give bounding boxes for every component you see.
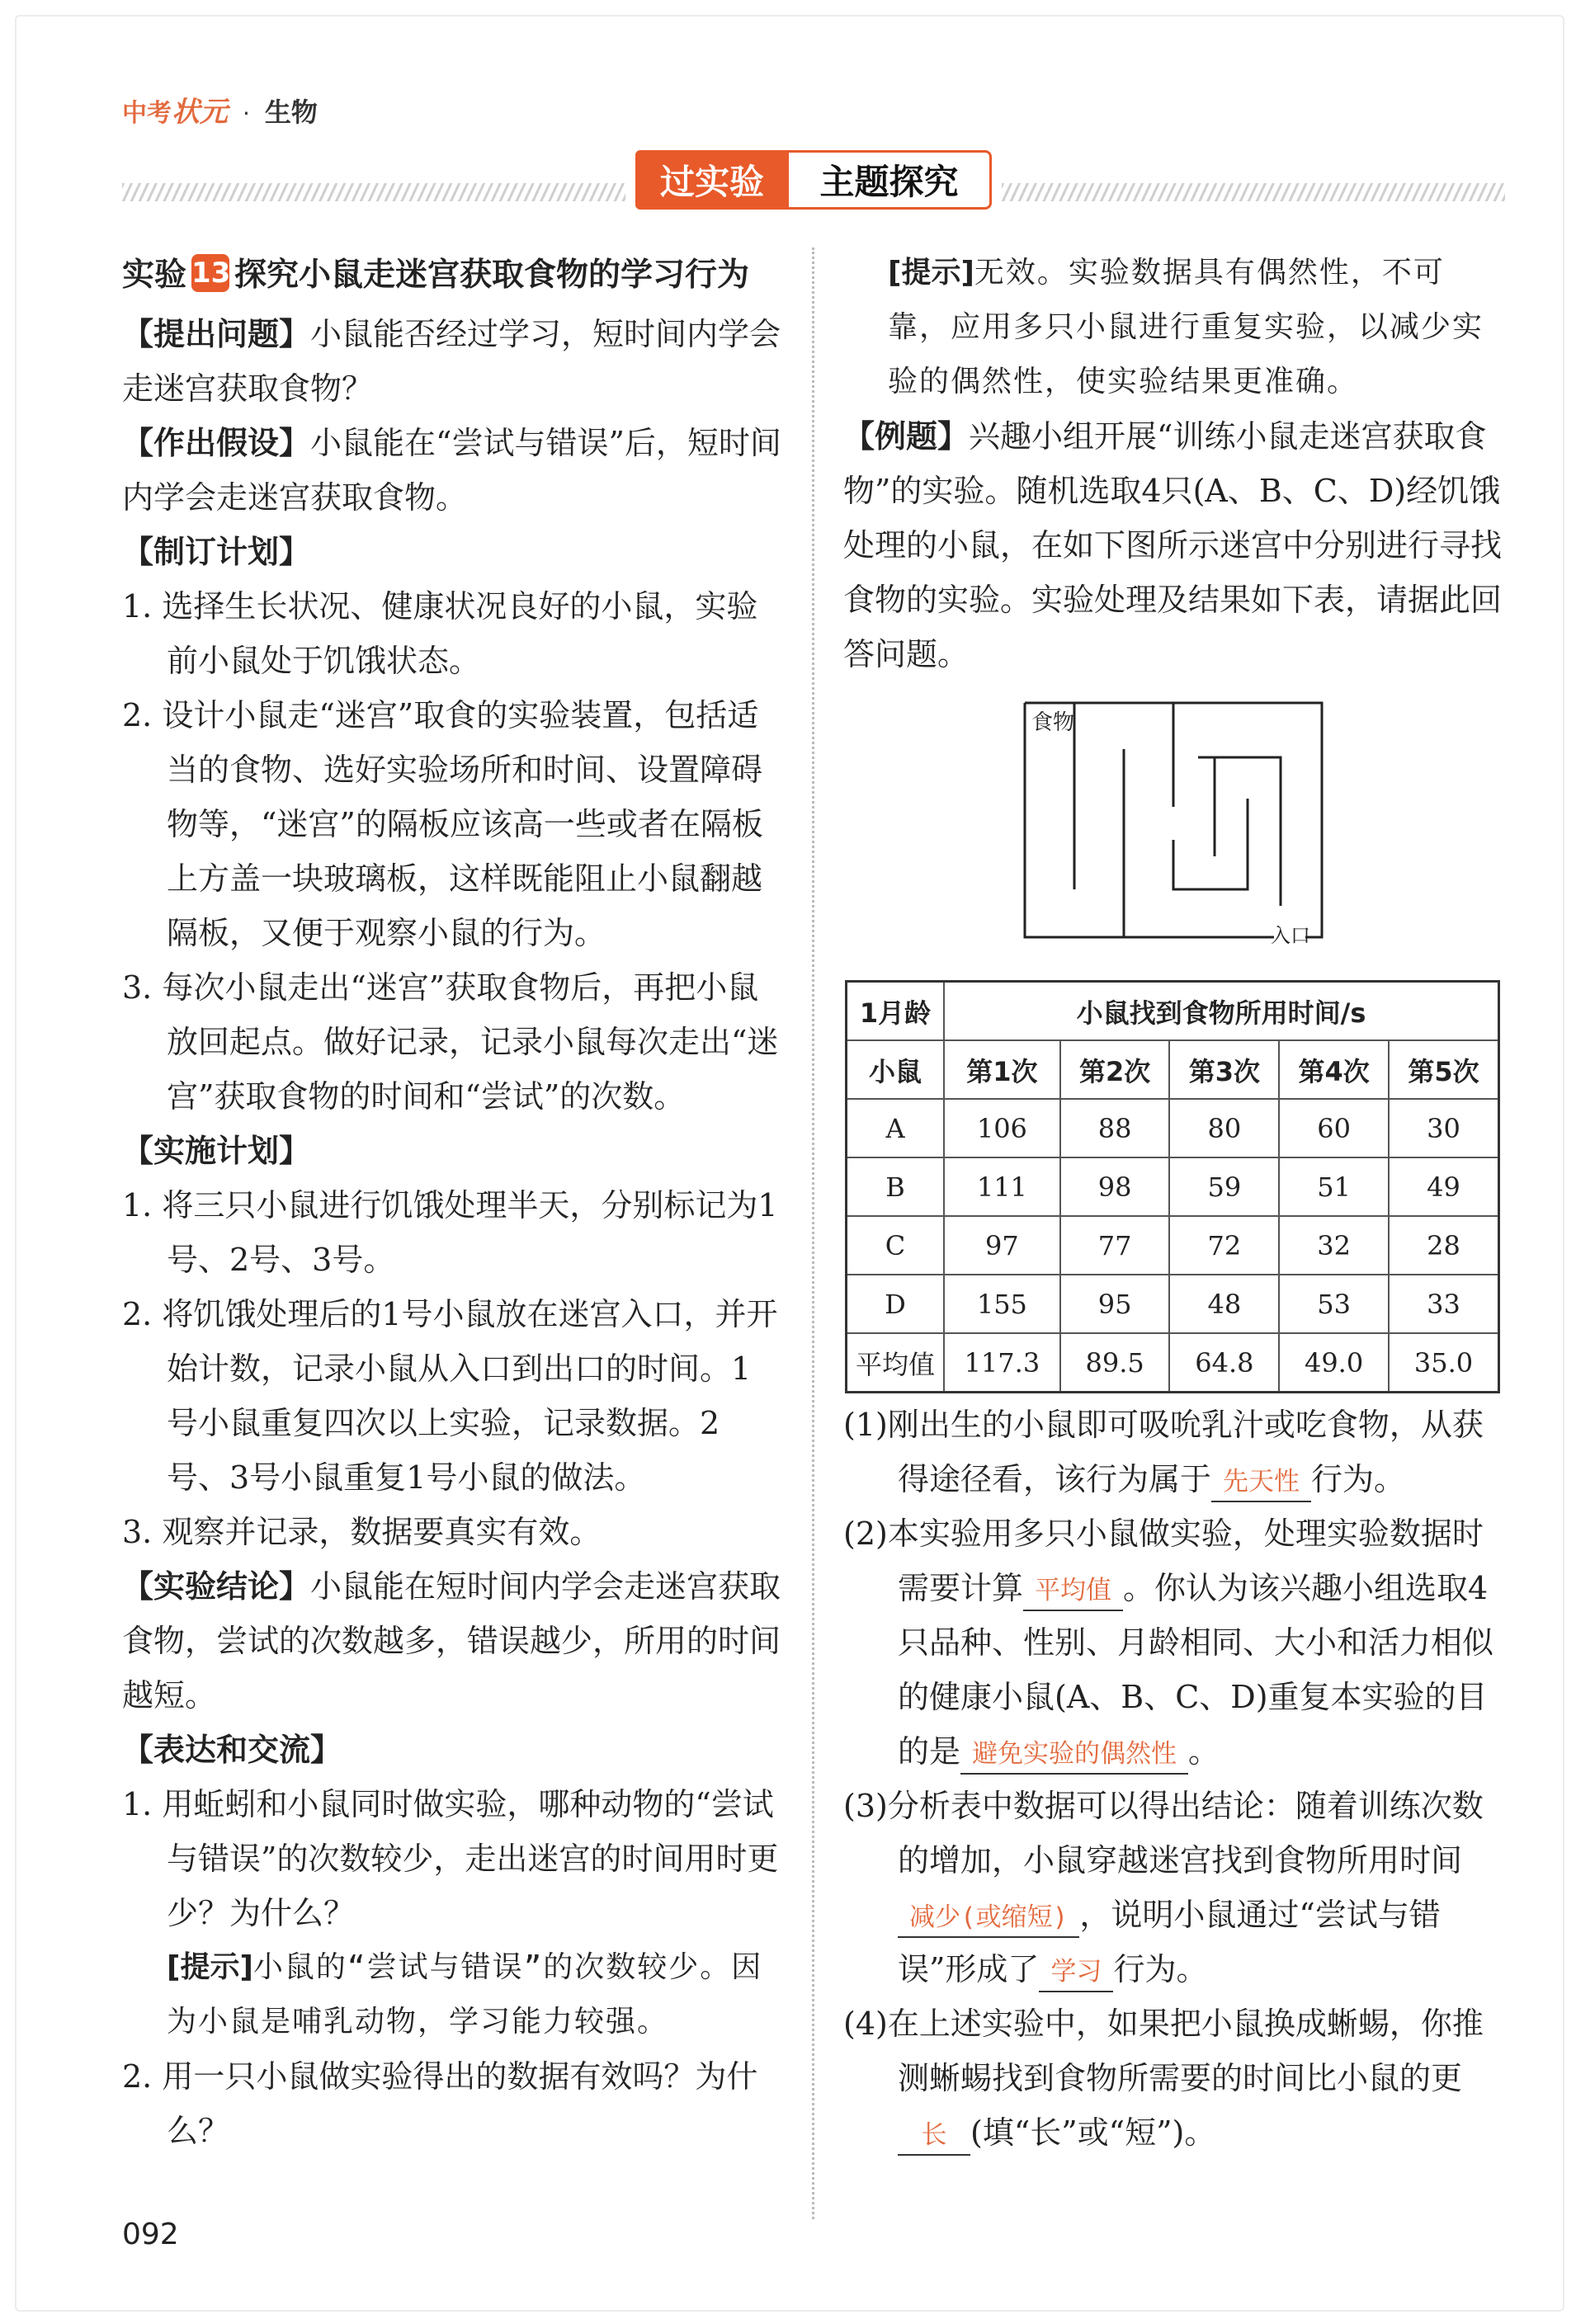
- questions-block: [843, 1398, 1503, 2160]
- table-cell: 80: [1169, 1099, 1279, 1157]
- experiment-title: 实验 13 探究小鼠走迷宫获取食物的学习行为: [122, 246, 782, 305]
- table-cell: 59: [1169, 1157, 1279, 1216]
- implement-item: 2. 将饥饿处理后的1号小鼠放在迷宫入口，并开始计数，记录小鼠从入口到出口的时间。1号小鼠重复四次以上实验，记录数据。2号、3号小鼠重复1号小鼠的做法。: [122, 1296, 778, 1496]
- table-col-header: 第2次: [1060, 1040, 1170, 1099]
- question-1: (1)刚出生的小鼠即可吸吮乳汁或吃食物，从获得途径看，该行为属于 先天性 行为。: [843, 1398, 1503, 1506]
- banner-hatch-right: [1002, 183, 1505, 201]
- question-4: (4)在上述实验中，如果把小鼠换成蜥蜴，你推测蜥蜴找到食物所需要的时间比小鼠的更长 (填“长”或“短”)。: [843, 1996, 1503, 2160]
- implement-item: 3. 观察并记录，数据要真实有效。: [122, 1514, 602, 1550]
- table-title: 小鼠找到食物所用时间/s: [944, 982, 1499, 1041]
- example-paragraph: 【例题】兴趣小组开展“训练小鼠走迷宫获取食物”的实验。随机选取4只(A、B、C、D)经饥饿处理的小鼠，在如下图所示迷宫中分别进行寻找食物的实验。实验处理及结果如下表，请据此回答问题。: [843, 418, 1503, 672]
- maze-walls: [1025, 703, 1322, 937]
- table-col-header: 第5次: [1389, 1040, 1499, 1099]
- plan-item: 1. 选择生长状况、健康状况良好的小鼠，实验前小鼠处于饥饿状态。: [122, 588, 758, 679]
- table-cell: 64.8: [1169, 1333, 1279, 1393]
- table-row: [847, 1099, 1499, 1157]
- row-label: D: [847, 1275, 945, 1333]
- exchange-hint: [提示]无效。实验数据具有偶然性，不可靠，应用多只小鼠进行重复实验，以减少实验的偶然性，使实验结果更准确。: [888, 256, 1484, 398]
- exchange-item: 1. 用蚯蚓和小鼠同时做实验，哪种动物的“尝试与错误”的次数较少，走出迷宫的时间用时更少？为什么？: [122, 1786, 779, 1931]
- maze-wall: [1173, 799, 1248, 889]
- table-cell: 77: [1060, 1216, 1170, 1275]
- answer-blank[interactable]: 避免实验的偶然性: [960, 1735, 1188, 1775]
- table-col-header: 第4次: [1279, 1040, 1389, 1099]
- maze-wall: [1198, 757, 1215, 856]
- table-cell: 49.0: [1279, 1333, 1389, 1393]
- row-label: A: [847, 1099, 945, 1157]
- plan-item: 2. 设计小鼠走“迷宫”取食的实验装置，包括适当的食物、选好实验场所和时间、设置障碍物等，“迷宫”的隔板应该高一些或者在隔板上方盖一块玻璃板，这样既能阻止小鼠翻越隔板，又便于观察小鼠的行为。: [122, 697, 763, 951]
- maze-outer-wall-left: [1025, 703, 1274, 937]
- table-cell: 106: [944, 1099, 1060, 1157]
- implement-heading: 【实施计划】: [122, 1133, 311, 1169]
- row-label: B: [847, 1157, 945, 1216]
- table-cell: 89.5: [1060, 1333, 1170, 1393]
- answer-blank[interactable]: 减少(或缩短): [898, 1898, 1079, 1938]
- table-cell: 48: [1169, 1275, 1279, 1333]
- table-cell: 88: [1060, 1099, 1170, 1157]
- maze-food-label: 食物: [1031, 710, 1075, 735]
- table-cell: 111: [944, 1157, 1060, 1216]
- table-corner-bottom: 小鼠: [847, 1040, 945, 1099]
- table-cell: 49: [1389, 1157, 1499, 1216]
- answer-blank[interactable]: 平均值: [1023, 1572, 1123, 1611]
- table-cell: 98: [1060, 1157, 1170, 1216]
- table-corner-top: 1月龄: [847, 982, 945, 1041]
- table-cell: 53: [1279, 1275, 1389, 1333]
- implement-item: 1. 将三只小鼠进行饥饿处理半天，分别标记为1号、2号、3号。: [122, 1187, 778, 1278]
- table-row: [847, 1216, 1499, 1275]
- subject-label: 生物: [264, 97, 318, 128]
- table-cell: 51: [1279, 1157, 1389, 1216]
- maze-diagram: [1008, 691, 1347, 947]
- question-3: (3)分析表中数据可以得出结论：随着训练次数的增加，小鼠穿越迷宫找到食物所用时间减少(或缩短) ，说明小鼠通过“尝试与错误”形成了 学习 行为。: [843, 1779, 1503, 1996]
- table-row: [847, 1157, 1499, 1216]
- table-cell: 30: [1389, 1099, 1499, 1157]
- hypothesis-paragraph: 【作出假设】小鼠能在“尝试与错误”后，短时间内学会走迷宫获取食物。: [122, 425, 781, 516]
- question-paragraph: 【提出问题】小鼠能否经过学习，短时间内学会走迷宫获取食物？: [122, 316, 781, 407]
- brand-logo: 中考状元: [122, 96, 228, 129]
- experiment-number-badge: 13: [191, 254, 229, 292]
- left-column: [122, 246, 782, 2158]
- maze-entrance-label: 入口: [1271, 924, 1310, 947]
- table-col-header: 第1次: [944, 1040, 1060, 1099]
- row-label: C: [847, 1216, 945, 1275]
- right-column: [843, 246, 1503, 681]
- exchange-hint: [提示]小鼠的“尝试与错误”的次数较少。因为小鼠是哺乳动物，学习能力较强。: [167, 1950, 763, 2039]
- table-cell: 117.3: [944, 1333, 1060, 1393]
- exchange-heading: 【表达和交流】: [122, 1732, 342, 1768]
- conclusion-paragraph: 【实验结论】小鼠能在短时间内学会走迷宫获取食物，尝试的次数越多，错误越少，所用的时间越短。: [122, 1568, 781, 1714]
- answer-blank[interactable]: 学习: [1039, 1953, 1113, 1992]
- question-2: (2)本实验用多只小鼠做实验，处理实验数据时需要计算 平均值 。你认为该兴趣小组选取4只品种、性别、月龄相同、大小和活力相似的健康小鼠(A、B、C、D)重复本实验的目的是 避免实验的偶然性 。: [843, 1506, 1503, 1779]
- table-cell: 33: [1389, 1275, 1499, 1333]
- table-cell: 97: [944, 1216, 1060, 1275]
- exchange-item: 2. 用一只小鼠做实验得出的数据有效吗？为什么？: [122, 2058, 758, 2149]
- table-cell: 28: [1389, 1216, 1499, 1275]
- page-header: [122, 89, 318, 130]
- table-cell: 72: [1169, 1216, 1279, 1275]
- banner-left: 过实验: [635, 150, 789, 210]
- column-divider: [812, 247, 814, 2219]
- table-row: [847, 1275, 1499, 1333]
- banner-right: 主题探究: [789, 150, 992, 210]
- answer-blank[interactable]: 长: [898, 2116, 970, 2156]
- table-row: [847, 1333, 1499, 1393]
- section-banner: [635, 150, 992, 210]
- table-cell: 95: [1060, 1275, 1170, 1333]
- table-cell: 32: [1279, 1216, 1389, 1275]
- table-cell: 155: [944, 1275, 1060, 1333]
- plan-heading: 【制订计划】: [122, 534, 311, 570]
- table-cell: 35.0: [1389, 1333, 1499, 1393]
- row-label: 平均值: [847, 1333, 945, 1393]
- table-cell: 60: [1279, 1099, 1389, 1157]
- table-col-header: 第3次: [1169, 1040, 1279, 1099]
- answer-blank[interactable]: 先天性: [1211, 1463, 1311, 1502]
- data-table: [845, 980, 1500, 1393]
- header-dot: ·: [243, 100, 250, 127]
- plan-item: 3. 每次小鼠走出“迷宫”获取食物后，再把小鼠放回起点。做好记录，记录小鼠每次走出“迷宫”获取食物的时间和“尝试”的次数。: [122, 969, 779, 1115]
- page-number: 092: [122, 2218, 179, 2251]
- banner-hatch-left: [122, 183, 625, 201]
